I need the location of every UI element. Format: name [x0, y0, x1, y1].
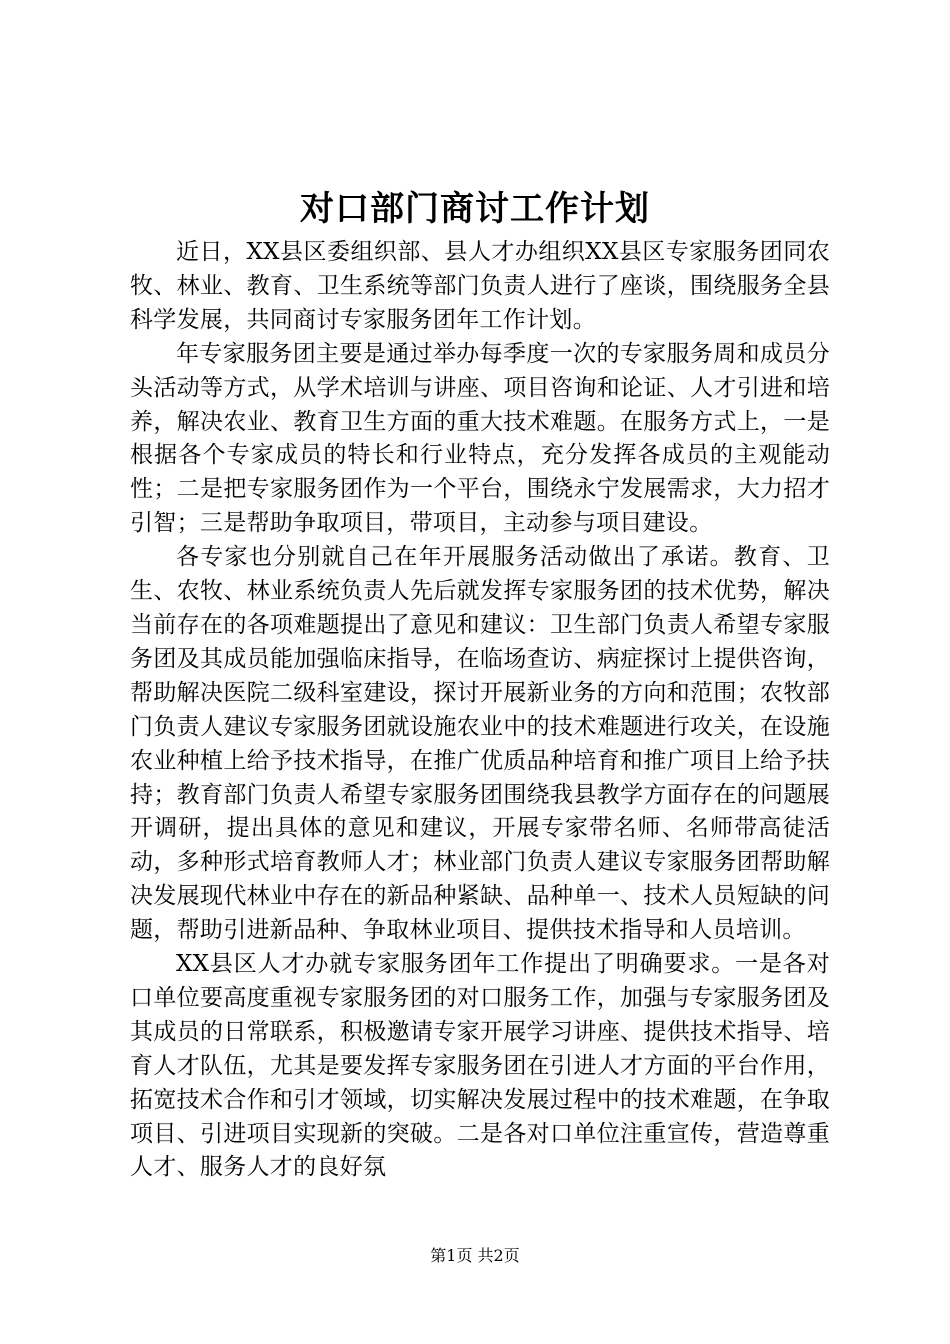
page-footer [0, 1245, 950, 1267]
paragraph-4: XX县区人才办就专家服务团年工作提出了明确要求。一是各对口单位要高度重视专家服务团的对口服务工作，加强与专家服务团及其成员的日常联系，积极邀请专家开展学习讲座、提供技术指导、培育人才队伍，尤其是要发挥专家服务团在引进人才方面的平台作用，拓宽技术合作和引才领域，切实解决发展过程中的技术难题，在争取项目、引进项目实现新的突破。二是各对口单位注重宣传，营造尊重人才、服务人才的良好氛 [130, 951, 830, 1181]
paragraph-1: 近日，XX县区委组织部、县人才办组织XX县区专家服务团同农牧、林业、教育、卫生系统等部门负责人进行了座谈，围绕服务全县科学发展，共同商讨专家服务团年工作计划。 [130, 239, 830, 333]
document-title: 对口部门商讨工作计划 [300, 189, 650, 229]
document-body [130, 236, 830, 1185]
paragraph-3: 各专家也分别就自己在年开展服务活动做出了承诺。教育、卫生、农牧、林业系统负责人先后就发挥专家服务团的技术优势，解决当前存在的各项难题提出了意见和建议：卫生部门负责人希望专家服务团及其成员能加强临床指导，在临场查访、病症探讨上提供咨询，帮助解决医院二级科室建设，探讨开展新业务的方向和范围；农牧部门负责人建议专家服务团就设施农业中的技术难题进行攻关，在设施农业种植上给予技术指导，在推广优质品种培育和推广项目上给予扶持；教育部门负责人希望专家服务团围绕我县教学方面存在的问题展开调研，提出具体的意见和建议，开展专家带名师、名师带高徒活动，多种形式培育教师人才；林业部门负责人建议专家服务团帮助解决发展现代林业中存在的新品种紧缺、品种单一、技术人员短缺的问题，帮助引进新品种、争取林业项目、提供技术指导和人员培训。 [130, 544, 830, 944]
page-number: 第1页 共2页 [430, 1246, 520, 1265]
paragraph-2: 年专家服务团主要是通过举办每季度一次的专家服务周和成员分头活动等方式，从学术培训与讲座、项目咨询和论证、人才引进和培养，解决农业、教育卫生方面的重大技术难题。在服务方式上，一是根据各个专家成员的特长和行业特点，充分发挥各成员的主观能动性；二是把专家服务团作为一个平台，围绕永宁发展需求，大力招才引智；三是帮助争取项目，带项目，主动参与项目建设。 [130, 340, 830, 537]
